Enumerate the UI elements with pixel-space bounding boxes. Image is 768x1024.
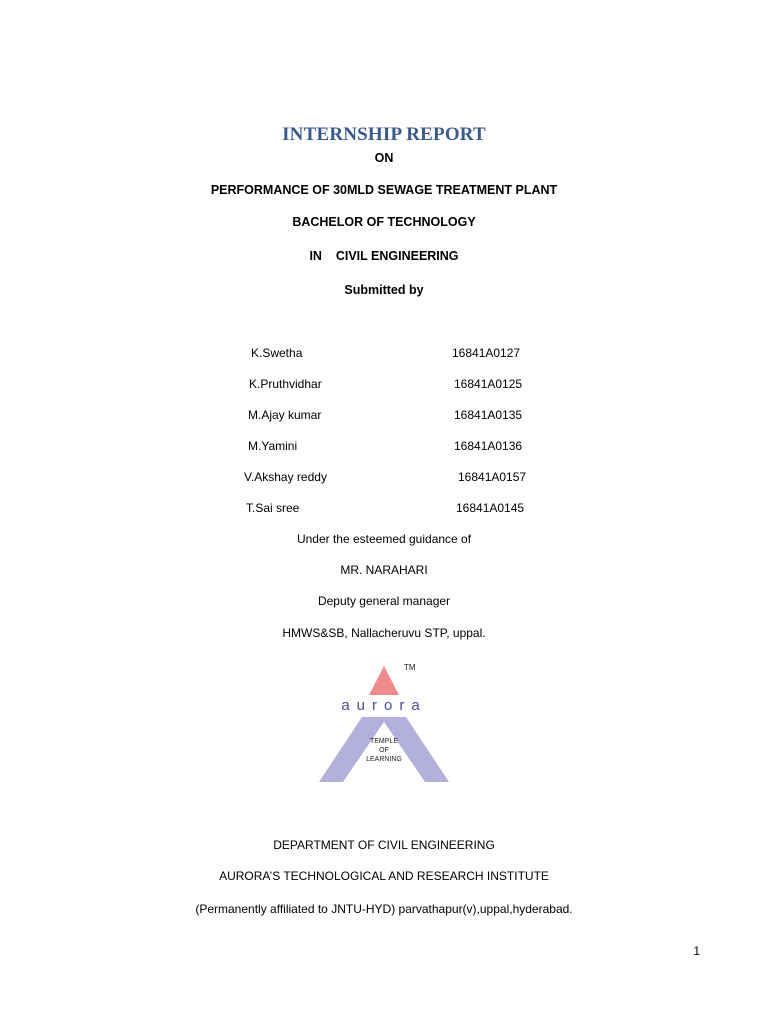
student-name: T.Sai sree — [246, 501, 300, 515]
student-name: K.Pruthvidhar — [249, 377, 322, 391]
logo-tagline-temple: TEMPLE — [369, 738, 399, 745]
student-row — [0, 501, 768, 517]
student-row — [0, 408, 768, 424]
aurora-logo — [318, 660, 450, 786]
degree-label: BACHELOR OF TECHNOLOGY — [292, 215, 476, 229]
report-title: INTERNSHIP REPORT — [282, 124, 486, 145]
student-name: K.Swetha — [251, 346, 303, 360]
student-name: M.Ajay kumar — [248, 408, 322, 422]
logo-top-triangle — [369, 666, 399, 695]
student-id: 16841A0125 — [454, 377, 523, 391]
guide-designation: Deputy general manager — [317, 594, 451, 608]
guidance-label: Under the esteemed guidance of — [296, 532, 472, 546]
student-id: 16841A0136 — [454, 439, 523, 453]
institute-name: AURORA’S TECHNOLOGICAL AND RESEARCH INSTITUTE — [219, 869, 549, 883]
project-title: PERFORMANCE OF 30MLD SEWAGE TREATMENT PLANT — [210, 183, 558, 197]
student-id: 16841A0135 — [454, 408, 523, 422]
logo-trademark: TM — [404, 663, 416, 672]
student-row — [0, 346, 768, 362]
student-row — [0, 470, 768, 486]
guide-name: MR. NARAHARI — [340, 563, 428, 577]
student-name: M.Yamini — [248, 439, 298, 453]
student-row — [0, 377, 768, 393]
student-id: 16841A0145 — [456, 501, 525, 515]
on-label: ON — [374, 151, 394, 165]
branch-label: IN CIVIL ENGINEERING — [309, 249, 459, 263]
logo-tagline-of: OF — [379, 747, 389, 754]
student-id: 16841A0127 — [452, 346, 521, 360]
student-id: 16841A0157 — [458, 470, 527, 484]
logo-wordmark: aurora — [341, 697, 427, 714]
affiliation-text: (Permanently affiliated to JNTU-HYD) parvathapur(v),uppal,hyderabad. — [195, 902, 573, 916]
submitted-by-label: Submitted by — [344, 283, 424, 297]
page-number: 1 — [693, 944, 700, 958]
student-name: V.Akshay reddy — [244, 470, 327, 484]
guide-organization: HMWS&SB, Nallacheruvu STP, uppal. — [282, 626, 486, 640]
department-name: DEPARTMENT OF CIVIL ENGINEERING — [273, 838, 495, 852]
student-row — [0, 439, 768, 455]
logo-tagline-learning: LEARNING — [366, 756, 402, 763]
